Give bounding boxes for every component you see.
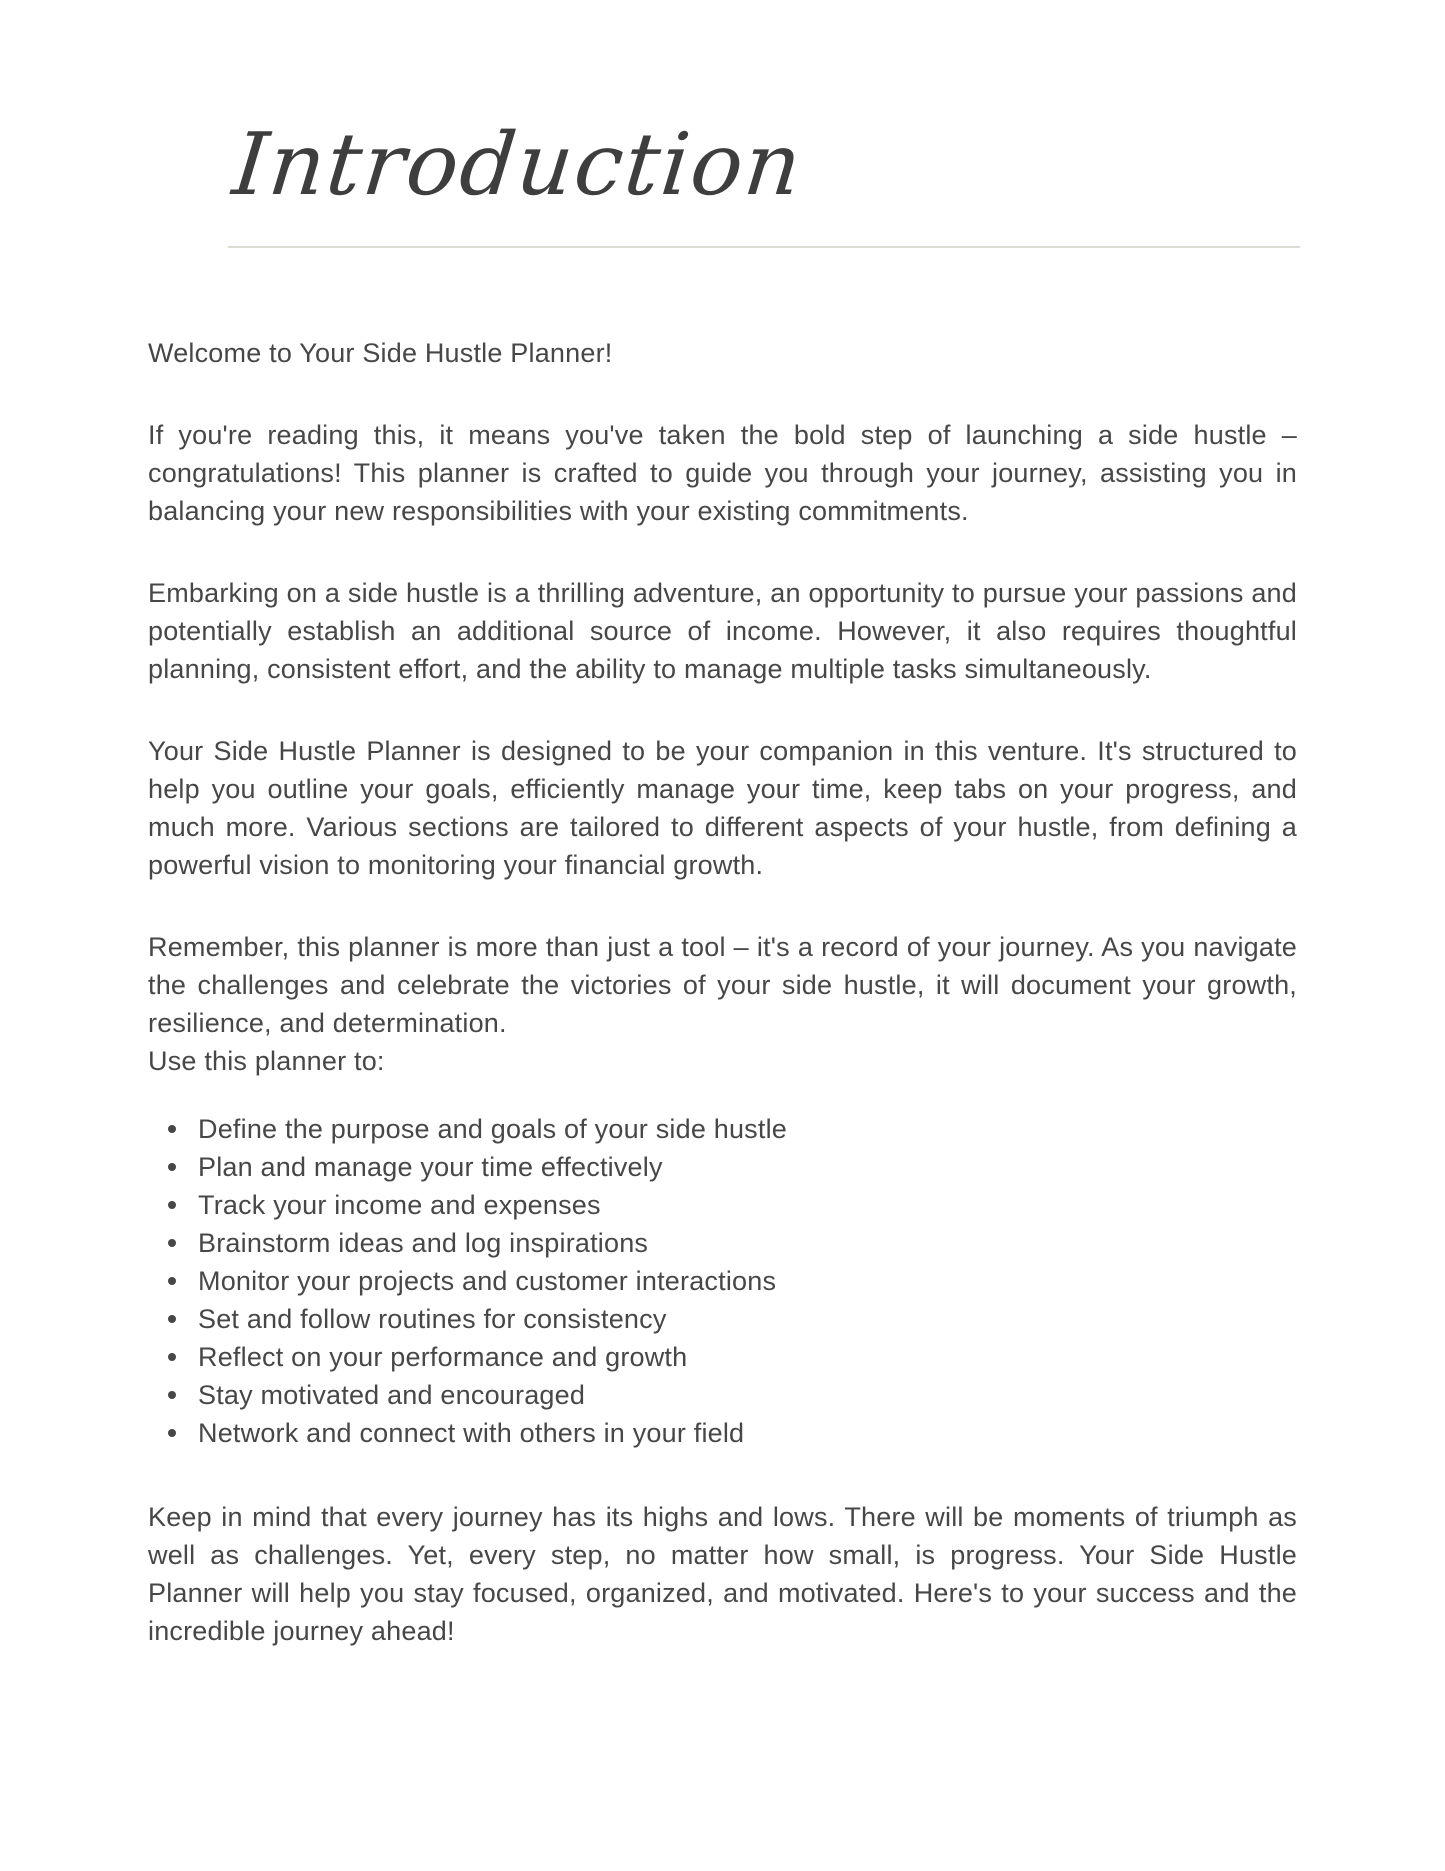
list-item-brainstorm: Brainstorm ideas and log inspirations xyxy=(168,1224,1297,1262)
title-divider xyxy=(228,246,1300,248)
page-title: Introduction xyxy=(228,115,808,215)
list-item-network: Network and connect with others in your field xyxy=(168,1414,1297,1452)
closing-paragraph: Keep in mind that every journey has its highs and lows. There will be moments of triumph as well as challenges. Yet, every step, no matter how small, is progress. Your Side Hustle Planner will help you stay focused, organized, and motivated. Here's to your success and the incredible journey ahead! xyxy=(148,1501,1297,1646)
paragraph-embarking: Embarking on a side hustle is a thrilling adventure, an opportunity to pursue your passions and potentially establish an additional source of income. However, it also requires thoughtful planning, consistent effort, and the ability to manage multiple tasks simultaneously. xyxy=(148,577,1297,684)
paragraph-companion: Your Side Hustle Planner is designed to be your companion in this venture. It's structured to help you outline your goals, efficiently manage your time, keep tabs on your progress, and much more. Various sections are tailored to different aspects of your hustle, from defining a powerful vision to monitoring your financial growth. xyxy=(148,735,1297,880)
paragraph-remember: Remember, this planner is more than just a tool – it's a record of your journey. As you navigate the challenges and celebrate the victories of your side hustle, it will document your growth, resilience, and determination. xyxy=(148,931,1297,1038)
list-item-track-income: Track your income and expenses xyxy=(168,1186,1297,1224)
list-item-reflect: Reflect on your performance and growth xyxy=(168,1338,1297,1376)
welcome-line: Welcome to Your Side Hustle Planner! xyxy=(148,337,613,368)
list-item-routines: Set and follow routines for consistency xyxy=(168,1300,1297,1338)
list-item-motivated: Stay motivated and encouraged xyxy=(168,1376,1297,1414)
paragraph-launch: If you're reading this, it means you've taken the bold step of launching a side hustle – congratulations! This planner is crafted to guide you through your journey, assisting you in balancing your new responsibilities with your existing commitments. xyxy=(148,419,1297,526)
list-lead: Use this planner to: xyxy=(148,1045,385,1076)
title-block xyxy=(0,0,1445,248)
planner-uses-list xyxy=(148,1110,1297,1452)
list-item-monitor-projects: Monitor your projects and customer interactions xyxy=(168,1262,1297,1300)
list-item-define-goals: Define the purpose and goals of your side hustle xyxy=(168,1110,1297,1148)
list-item-plan-time: Plan and manage your time effectively xyxy=(168,1148,1297,1186)
document-content xyxy=(0,334,1445,1650)
